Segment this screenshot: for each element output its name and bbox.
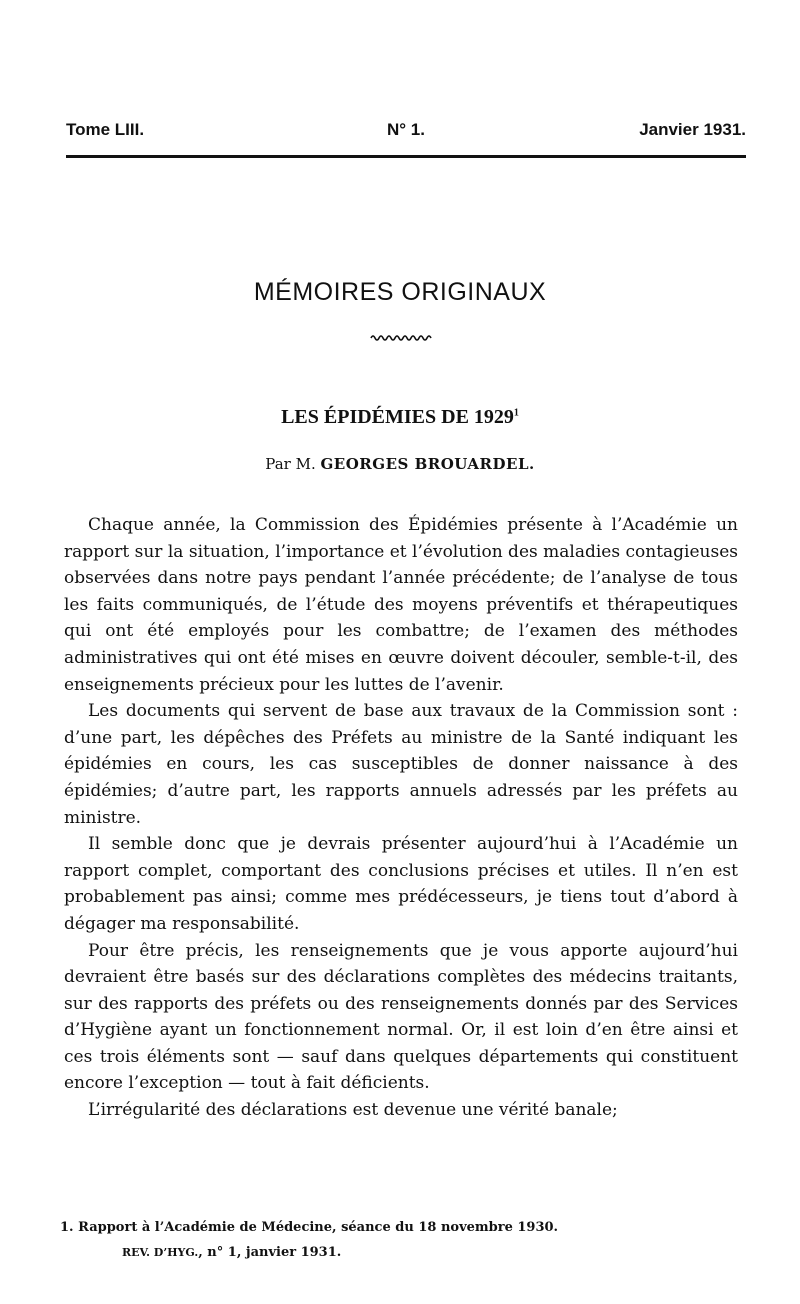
journal-citation	[60, 1240, 750, 1265]
paragraph: Les documents qui servent de base aux travaux de la Commission sont : d’une part, les dépêches des Préfets au ministre de la Santé indiquant les épidémies en cours, les cas susceptibles de donner naissance à des épidémies; d’autre part, les rapports annuels adressés par les préfets au ministre.	[64, 701, 738, 828]
article-body	[64, 512, 738, 1124]
author-name: GEORGES BROUARDEL.	[320, 455, 535, 473]
issue-date: Janvier 1931.	[639, 120, 746, 139]
header-rule	[66, 155, 746, 158]
paragraph: Pour être précis, les renseignements que je vous apporte aujourd’hui devraient être basés sur des déclarations complètes des médecins traitants, sur des rapports des préfets ou des renseignements donnés par des Services d’Hygiène ayant un fonctionnement normal. Or, il est loin d’en être ainsi et ces trois éléments sont — sauf dans quelques départements qui constituent encore l’exception — tout à fait déficients.	[64, 940, 738, 1094]
article-title-text: LES ÉPIDÉMIES DE 1929	[281, 406, 514, 428]
journal-abbreviation: REV. D’HYG.	[122, 1246, 199, 1259]
tome-label: Tome LIII.	[66, 120, 145, 139]
article-title	[0, 406, 800, 429]
footnote-1: 1. Rapport à l’Académie de Médecine, séance du 18 novembre 1930.	[60, 1220, 559, 1235]
footnotes	[60, 1215, 750, 1265]
author-prefix: Par M.	[265, 455, 316, 473]
title-footnote-marker: 1	[513, 407, 519, 419]
author-line	[0, 455, 800, 473]
journal-issue: , n° 1, janvier 1931.	[198, 1245, 342, 1260]
paragraph: L’irrégularité des déclarations est devenue une vérité banale;	[88, 1100, 618, 1121]
paragraph: Il semble donc que je devrais présenter aujourd’hui à l’Académie un rapport complet, comportant des conclusions précises et utiles. Il n’en est probablement pas ainsi; comme mes prédécesseurs, je tiens tout d’abord à dégager ma responsabilité.	[64, 834, 738, 934]
issue-number: N° 1.	[387, 120, 425, 139]
running-header	[66, 120, 746, 146]
section-title: MÉMOIRES ORIGINAUX	[253, 278, 547, 306]
paragraph: Chaque année, la Commission des Épidémies présente à l’Académie un rapport sur la situation, l’importance et l’évolution des maladies contagieuses observées dans notre pays pendant l’année précédente; de l’analyse de tous les faits communiqués, de l’étude des moyens préventifs et thérapeutiques qui ont été employés pour les combattre; de l’examen des méthodes administratives qui ont été mises en œuvre doivent découler, semble-t-il, des enseignements précieux pour les luttes de l’avenir.	[64, 515, 738, 695]
ornament-squiggle	[369, 333, 433, 343]
